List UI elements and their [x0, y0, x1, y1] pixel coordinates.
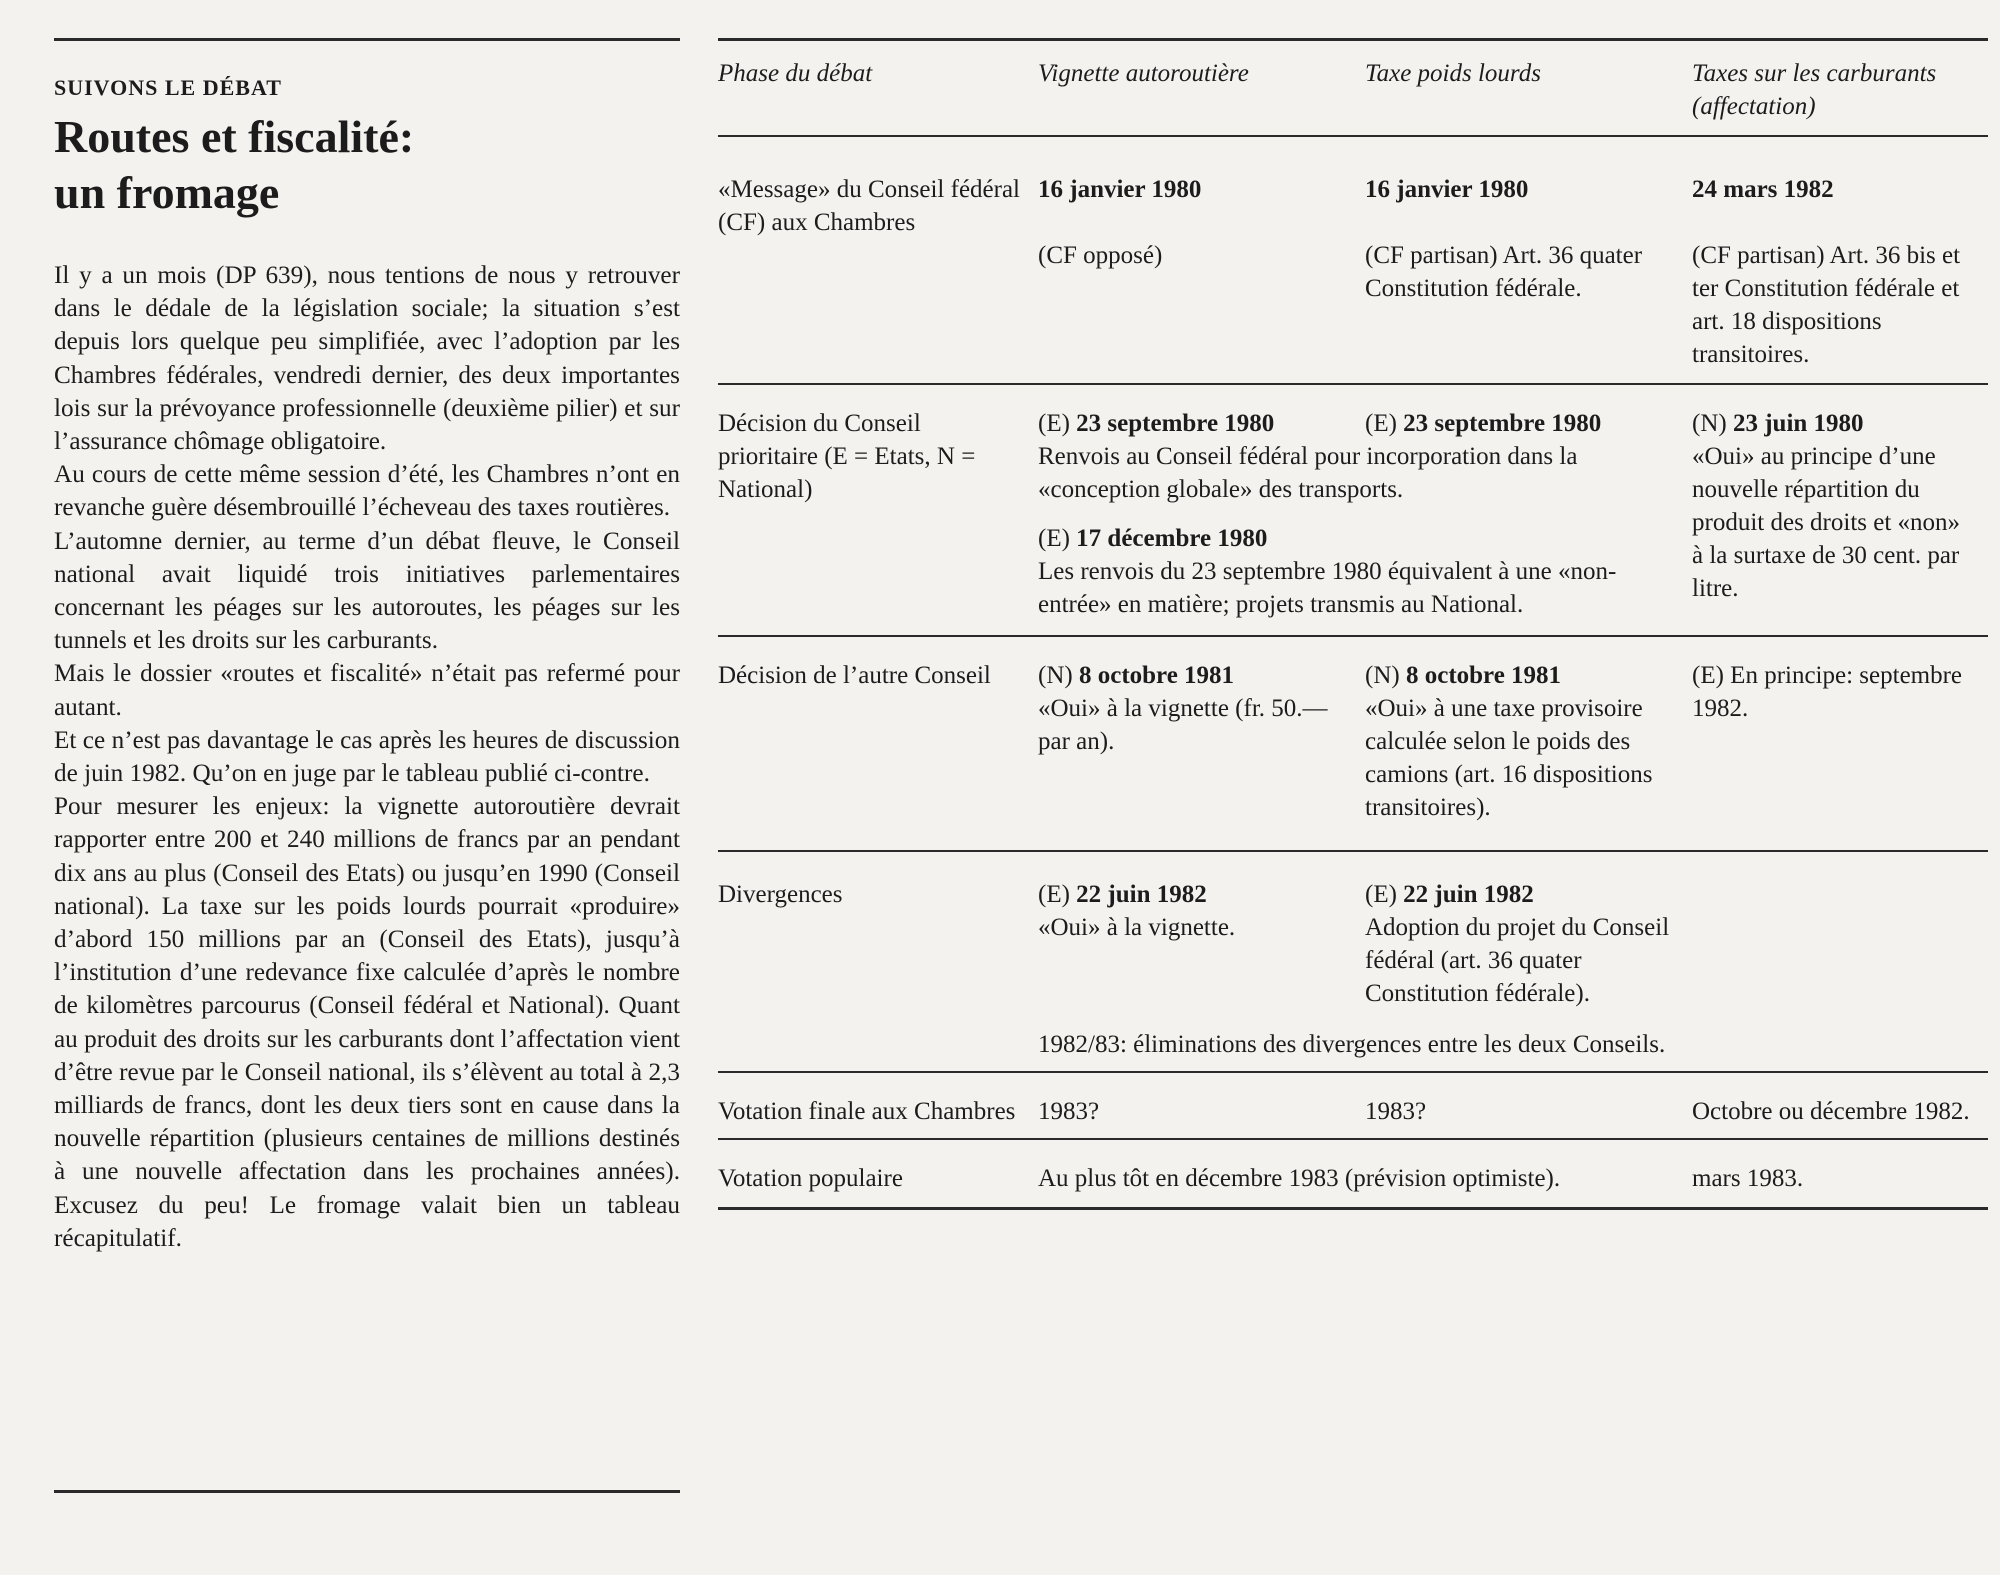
paragraph: L’automne dernier, au terme d’un débat fleuve, le Conseil national avait liquidé trois initiatives parlementaires concernant les péages sur les autoroutes, les péages sur les tunnels et les droits sur les carburants. — [54, 527, 680, 655]
cell-date: 23 septembre 1980 — [1076, 410, 1275, 437]
cell-vignette — [1038, 173, 1365, 371]
council-code: (E) — [1038, 881, 1077, 908]
council-code: (E) — [1365, 881, 1404, 908]
cell-date: 24 mars 1982 — [1692, 176, 1834, 203]
article-bottom-rule — [54, 1490, 680, 1493]
cell-date: 16 janvier 1980 — [1365, 176, 1529, 203]
cell-poids-lourds — [1365, 407, 1692, 440]
council-code: (N) — [1365, 662, 1406, 689]
paragraph: Il y a un mois (DP 639), nous tentions de nous y retrouver dans le dédale de la législation sociale; la situation s’est depuis lors quelque peu simplifiée, avec l’adoption par les Chambres fédérales, vendredi dernier, des deux importantes lois sur la prévoyance professionnelle (deuxième pilier) et sur l’assurance chômage obligatoire. — [54, 262, 680, 456]
paragraph: Pour mesurer les enjeux: la vignette autoroutière devrait rapporter entre 200 et 240 millions de francs par an pendant dix ans au plus (Conseil des Etats) ou jusqu’en 1990 (Conseil national). La taxe sur les poids lourds pourrait «produire» d’abord 150 millions par an (Conseil des Etats), jusqu’à l’institution d’une redevance fixe calculée d’après le nombre de kilomètres parcourus (Conseil fédéral et National). Quant au produit des droits sur les carburants dont l’affectation vient d’être revue par le Conseil national, ils s’élèvent au total à 2,3 milliards de francs, dont les deux tiers sont en cause dans la nouvelle répartition (plusieurs centaines de millions destinés à une nouvelle affectation dans les prochaines années). Excusez du peu! Le fromage valait bien un tableau récapitulatif. — [54, 793, 680, 1252]
paragraph: Et ce n’est pas davantage le cas après les heures de discussion de juin 1982. Qu’on en juge par le tableau publié ci-contre. — [54, 726, 680, 788]
cell-phase: Décision de l’autre Conseil — [718, 662, 991, 689]
cell-span-text: 1982/83: éliminations des divergences entre les deux Conseils. — [1038, 1031, 1666, 1058]
cell-text: (CF partisan) Art. 36 quater Constitution fédérale. — [1365, 242, 1643, 302]
table-row — [718, 1073, 1988, 1140]
council-code: (E) — [1038, 525, 1077, 552]
cell-text: «Oui» à une taxe provisoire calculée selon le poids des camions (art. 16 dispositions transitoires). — [1365, 695, 1653, 821]
cell-text: (CF opposé) — [1038, 242, 1163, 269]
cell-text: Adoption du projet du Conseil fédéral (art. 36 quater Constitution fédérale). — [1365, 914, 1670, 1007]
title-line-2: un fromage — [54, 167, 280, 218]
paragraph: Mais le dossier «routes et fiscalité» n’était pas refermé pour autant. — [54, 660, 680, 721]
table-row — [718, 137, 1988, 385]
cell-poids-lourds — [1365, 878, 1692, 1010]
cell-text: «Oui» au principe d’une nouvelle répartition du produit des droits et «non» à la surtaxe de 30 cent. par litre. — [1692, 443, 1961, 602]
cell-span-text — [1038, 440, 1692, 621]
cell-phase: Votation populaire — [718, 1165, 903, 1192]
cell-span-text: Au plus tôt en décembre 1983 (prévision optimiste). — [1038, 1165, 1561, 1192]
cell-vignette: 1983? — [1038, 1098, 1100, 1125]
table-row — [718, 852, 1988, 1073]
cell-vignette — [1038, 407, 1365, 440]
cell-date: 8 octobre 1981 — [1078, 662, 1235, 689]
article — [54, 38, 680, 1255]
header-phase: Phase du débat — [718, 60, 873, 87]
council-code: (E) — [1038, 410, 1077, 437]
cell-carburants: Octobre ou décembre 1982. — [1692, 1098, 1970, 1125]
article-body — [54, 259, 680, 1255]
cell-vignette — [1038, 659, 1365, 824]
cell-phase: Votation finale aux Chambres — [718, 1098, 1016, 1125]
cell-carburants — [1692, 407, 1988, 621]
cell-date: 17 décembre 1980 — [1076, 525, 1268, 552]
cell-carburants — [1692, 173, 1988, 371]
article-title — [54, 109, 680, 221]
cell-date: 22 juin 1982 — [1403, 881, 1534, 908]
cell-date: 23 septembre 1980 — [1403, 410, 1602, 437]
cell-phase: Décision du Conseil prioritaire (E = Etats, N = National) — [718, 410, 976, 503]
header-carburants: Taxes sur les carburants (affectation) — [1692, 60, 1937, 120]
cell-text: Renvois au Conseil fédéral pour incorporation dans la «conception globale» des transports. — [1038, 443, 1578, 503]
cell-carburants: (E) En principe: septembre 1982. — [1692, 662, 1963, 722]
header-poids-lourds: Taxe poids lourds — [1365, 60, 1541, 87]
cell-poids-lourds: 1983? — [1365, 1098, 1427, 1125]
cell-date: 23 juin 1980 — [1732, 410, 1864, 437]
title-line-1: Routes et fiscalité: — [54, 111, 415, 162]
article-kicker: SUIVONS LE DÉBAT — [54, 75, 282, 100]
cell-phase: «Message» du Conseil fédéral (CF) aux Chambres — [718, 176, 1021, 236]
council-code: (E) — [1365, 410, 1404, 437]
cell-text: «Oui» à la vignette. — [1038, 914, 1236, 941]
article-top-rule — [54, 38, 680, 41]
council-code: (N) — [1038, 662, 1079, 689]
cell-text: Les renvois du 23 septembre 1980 équivalent à une «non-entrée» en matière; projets transmis au National. — [1038, 558, 1617, 618]
cell-date: 22 juin 1982 — [1076, 881, 1207, 908]
cell-vignette — [1038, 878, 1365, 1010]
summary-table — [718, 38, 1988, 1210]
table-row — [718, 1140, 1988, 1210]
cell-phase: Divergences — [718, 881, 843, 908]
council-code: (N) — [1692, 410, 1733, 437]
cell-poids-lourds — [1365, 173, 1692, 371]
table-row — [718, 637, 1988, 852]
cell-date: 16 janvier 1980 — [1038, 176, 1202, 203]
table-header-row — [718, 41, 1988, 137]
cell-carburants: mars 1983. — [1692, 1165, 1804, 1192]
paragraph: Au cours de cette même session d’été, les Chambres n’ont en revanche guère désembrouillé l’écheveau des taxes routières. — [54, 461, 680, 522]
header-vignette: Vignette autoroutière — [1038, 60, 1249, 87]
cell-text: «Oui» à la vignette (fr. 50.— par an). — [1038, 695, 1328, 755]
cell-date: 8 octobre 1981 — [1405, 662, 1562, 689]
cell-poids-lourds — [1365, 659, 1692, 824]
table-row — [718, 385, 1988, 637]
cell-text: (CF partisan) Art. 36 bis et ter Constitution fédérale et art. 18 dispositions transitoires. — [1692, 242, 1961, 368]
